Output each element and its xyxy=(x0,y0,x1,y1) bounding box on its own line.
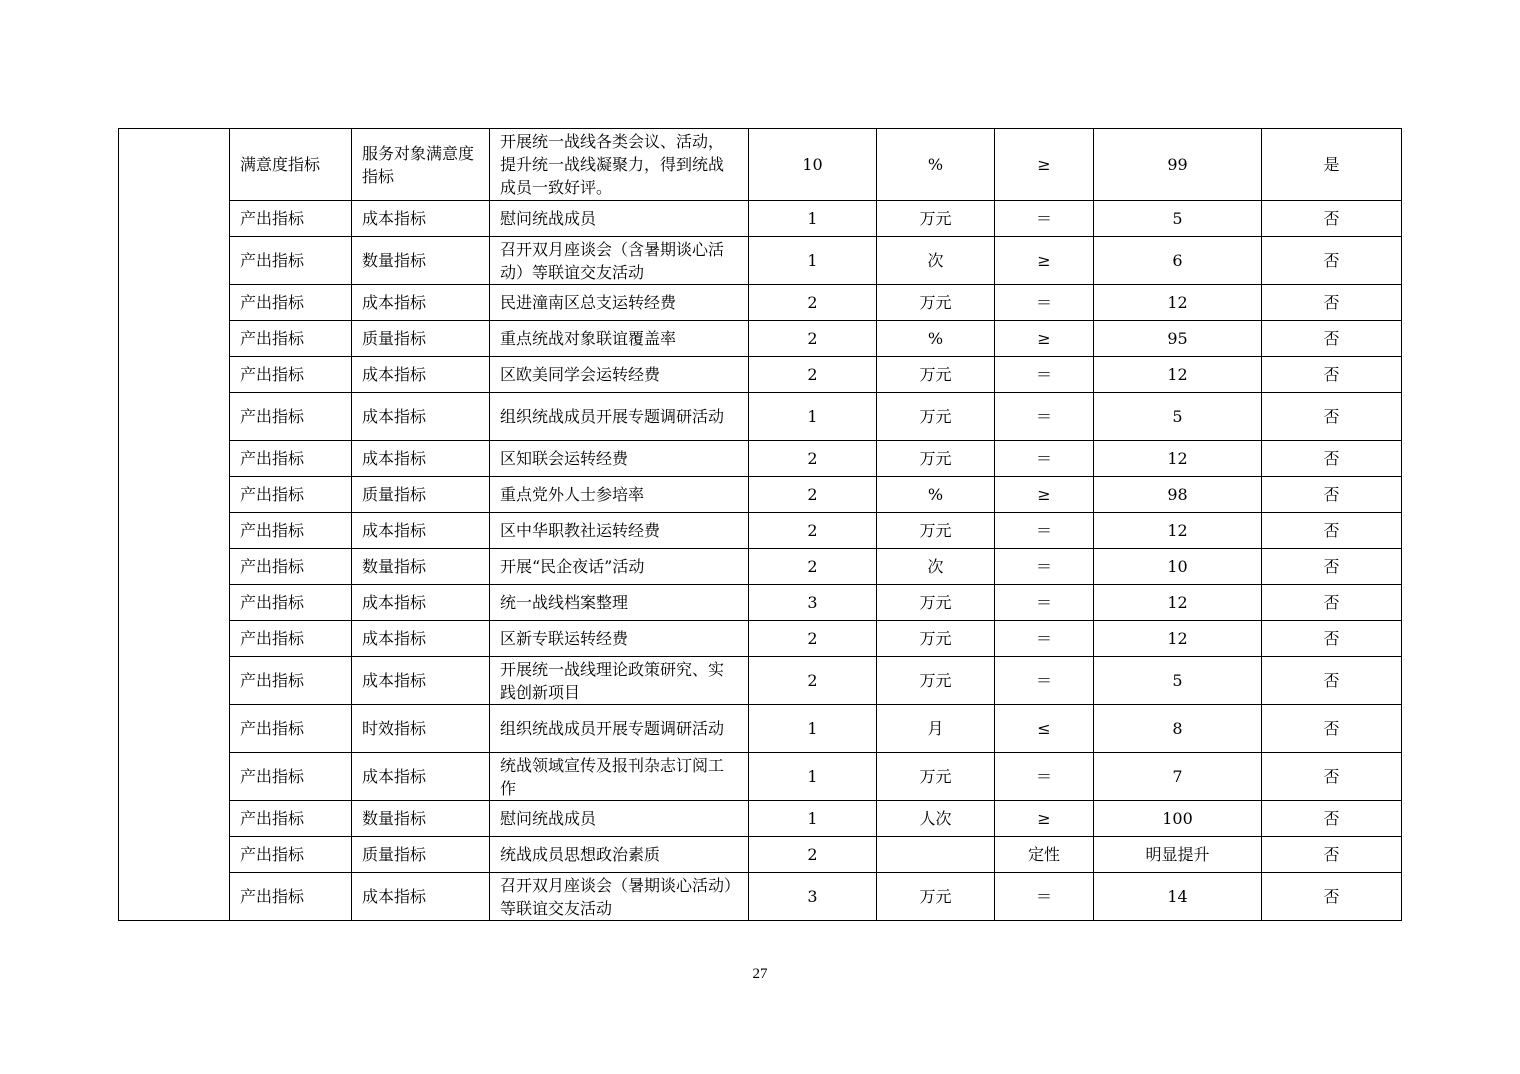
operator-cell: ＝ xyxy=(995,441,1094,477)
category-cell: 产出指标 xyxy=(230,585,352,621)
table-row xyxy=(119,441,1402,477)
weight-cell: 1 xyxy=(749,801,877,837)
target-cell: 6 xyxy=(1094,237,1262,285)
category-cell: 产出指标 xyxy=(230,321,352,357)
target-cell: 7 xyxy=(1094,753,1262,801)
table-row xyxy=(119,285,1402,321)
core-cell: 否 xyxy=(1262,657,1402,705)
operator-cell: ＝ xyxy=(995,357,1094,393)
operator-cell: ≥ xyxy=(995,321,1094,357)
table-row xyxy=(119,585,1402,621)
target-cell: 5 xyxy=(1094,393,1262,441)
operator-cell: ＝ xyxy=(995,549,1094,585)
category-cell: 产出指标 xyxy=(230,705,352,753)
core-cell: 否 xyxy=(1262,549,1402,585)
operator-cell: 定性 xyxy=(995,837,1094,873)
subcategory-cell: 成本指标 xyxy=(352,201,490,237)
content-cell: 统战领域宣传及报刊杂志订阅工作 xyxy=(490,753,749,801)
target-cell: 12 xyxy=(1094,513,1262,549)
subcategory-cell: 质量指标 xyxy=(352,477,490,513)
content-cell: 开展统一战线理论政策研究、实践创新项目 xyxy=(490,657,749,705)
target-cell: 5 xyxy=(1094,201,1262,237)
core-cell: 否 xyxy=(1262,477,1402,513)
weight-cell: 2 xyxy=(749,837,877,873)
category-cell: 产出指标 xyxy=(230,837,352,873)
operator-cell: ＝ xyxy=(995,513,1094,549)
unit-cell: 万元 xyxy=(877,513,995,549)
table-row xyxy=(119,621,1402,657)
unit-cell: 万元 xyxy=(877,441,995,477)
core-cell: 否 xyxy=(1262,237,1402,285)
weight-cell: 2 xyxy=(749,357,877,393)
target-cell: 12 xyxy=(1094,585,1262,621)
subcategory-cell: 成本指标 xyxy=(352,357,490,393)
weight-cell: 10 xyxy=(749,129,877,201)
core-cell: 否 xyxy=(1262,393,1402,441)
target-cell: 12 xyxy=(1094,441,1262,477)
weight-cell: 2 xyxy=(749,549,877,585)
core-cell: 否 xyxy=(1262,441,1402,477)
content-cell: 民进潼南区总支运转经费 xyxy=(490,285,749,321)
weight-cell: 2 xyxy=(749,513,877,549)
target-cell: 12 xyxy=(1094,285,1262,321)
subcategory-cell: 数量指标 xyxy=(352,801,490,837)
merged-blank-cell xyxy=(119,129,230,921)
core-cell: 否 xyxy=(1262,873,1402,921)
target-cell: 98 xyxy=(1094,477,1262,513)
core-cell: 否 xyxy=(1262,585,1402,621)
operator-cell: ＝ xyxy=(995,657,1094,705)
table-row xyxy=(119,237,1402,285)
category-cell: 满意度指标 xyxy=(230,129,352,201)
target-cell: 95 xyxy=(1094,321,1262,357)
weight-cell: 1 xyxy=(749,705,877,753)
subcategory-cell: 成本指标 xyxy=(352,621,490,657)
content-cell: 区新专联运转经费 xyxy=(490,621,749,657)
subcategory-cell: 质量指标 xyxy=(352,837,490,873)
weight-cell: 3 xyxy=(749,585,877,621)
operator-cell: ≥ xyxy=(995,801,1094,837)
content-cell: 区知联会运转经费 xyxy=(490,441,749,477)
operator-cell: ＝ xyxy=(995,621,1094,657)
table-row xyxy=(119,393,1402,441)
operator-cell: ≥ xyxy=(995,129,1094,201)
table-row xyxy=(119,549,1402,585)
unit-cell: 万元 xyxy=(877,357,995,393)
table-row xyxy=(119,129,1402,201)
subcategory-cell: 成本指标 xyxy=(352,657,490,705)
unit-cell: 次 xyxy=(877,237,995,285)
table-row xyxy=(119,357,1402,393)
core-cell: 否 xyxy=(1262,801,1402,837)
unit-cell: 月 xyxy=(877,705,995,753)
unit-cell: 万元 xyxy=(877,585,995,621)
operator-cell: ＝ xyxy=(995,585,1094,621)
subcategory-cell: 时效指标 xyxy=(352,705,490,753)
table-row xyxy=(119,837,1402,873)
table-body xyxy=(119,129,1402,921)
content-cell: 开展统一战线各类会议、活动，提升统一战线凝聚力，得到统战成员一致好评。 xyxy=(490,129,749,201)
table-row xyxy=(119,753,1402,801)
content-cell: 召开双月座谈会（含暑期谈心活动）等联谊交友活动 xyxy=(490,237,749,285)
table-row xyxy=(119,801,1402,837)
table-row xyxy=(119,657,1402,705)
unit-cell: 万元 xyxy=(877,753,995,801)
subcategory-cell: 质量指标 xyxy=(352,321,490,357)
weight-cell: 2 xyxy=(749,441,877,477)
content-cell: 组织统战成员开展专题调研活动 xyxy=(490,705,749,753)
table-row xyxy=(119,477,1402,513)
core-cell: 否 xyxy=(1262,621,1402,657)
category-cell: 产出指标 xyxy=(230,873,352,921)
operator-cell: ＝ xyxy=(995,285,1094,321)
content-cell: 统一战线档案整理 xyxy=(490,585,749,621)
weight-cell: 1 xyxy=(749,201,877,237)
category-cell: 产出指标 xyxy=(230,237,352,285)
operator-cell: ≤ xyxy=(995,705,1094,753)
category-cell: 产出指标 xyxy=(230,441,352,477)
core-cell: 否 xyxy=(1262,201,1402,237)
operator-cell: ＝ xyxy=(995,753,1094,801)
content-cell: 区中华职教社运转经费 xyxy=(490,513,749,549)
table-row xyxy=(119,705,1402,753)
subcategory-cell: 成本指标 xyxy=(352,285,490,321)
weight-cell: 1 xyxy=(749,237,877,285)
weight-cell: 2 xyxy=(749,621,877,657)
operator-cell: ＝ xyxy=(995,873,1094,921)
category-cell: 产出指标 xyxy=(230,801,352,837)
target-cell: 明显提升 xyxy=(1094,837,1262,873)
indicator-table xyxy=(118,128,1402,921)
unit-cell: % xyxy=(877,321,995,357)
core-cell: 否 xyxy=(1262,753,1402,801)
subcategory-cell: 成本指标 xyxy=(352,513,490,549)
core-cell: 否 xyxy=(1262,837,1402,873)
unit-cell xyxy=(877,837,995,873)
unit-cell: % xyxy=(877,129,995,201)
content-cell: 慰问统战成员 xyxy=(490,201,749,237)
content-cell: 组织统战成员开展专题调研活动 xyxy=(490,393,749,441)
category-cell: 产出指标 xyxy=(230,657,352,705)
content-cell: 统战成员思想政治素质 xyxy=(490,837,749,873)
category-cell: 产出指标 xyxy=(230,393,352,441)
weight-cell: 2 xyxy=(749,657,877,705)
content-cell: 召开双月座谈会（暑期谈心活动）等联谊交友活动 xyxy=(490,873,749,921)
unit-cell: 人次 xyxy=(877,801,995,837)
target-cell: 12 xyxy=(1094,357,1262,393)
target-cell: 99 xyxy=(1094,129,1262,201)
subcategory-cell: 数量指标 xyxy=(352,237,490,285)
unit-cell: % xyxy=(877,477,995,513)
category-cell: 产出指标 xyxy=(230,477,352,513)
subcategory-cell: 数量指标 xyxy=(352,549,490,585)
subcategory-cell: 成本指标 xyxy=(352,753,490,801)
unit-cell: 万元 xyxy=(877,201,995,237)
unit-cell: 万元 xyxy=(877,873,995,921)
subcategory-cell: 成本指标 xyxy=(352,393,490,441)
weight-cell: 1 xyxy=(749,393,877,441)
content-cell: 开展“民企夜话”活动 xyxy=(490,549,749,585)
category-cell: 产出指标 xyxy=(230,549,352,585)
table-row xyxy=(119,513,1402,549)
table-row xyxy=(119,873,1402,921)
target-cell: 8 xyxy=(1094,705,1262,753)
core-cell: 否 xyxy=(1262,513,1402,549)
content-cell: 重点统战对象联谊覆盖率 xyxy=(490,321,749,357)
operator-cell: ＝ xyxy=(995,201,1094,237)
unit-cell: 万元 xyxy=(877,621,995,657)
subcategory-cell: 成本指标 xyxy=(352,585,490,621)
unit-cell: 万元 xyxy=(877,657,995,705)
category-cell: 产出指标 xyxy=(230,621,352,657)
category-cell: 产出指标 xyxy=(230,753,352,801)
weight-cell: 2 xyxy=(749,477,877,513)
target-cell: 14 xyxy=(1094,873,1262,921)
weight-cell: 3 xyxy=(749,873,877,921)
core-cell: 否 xyxy=(1262,705,1402,753)
core-cell: 否 xyxy=(1262,285,1402,321)
operator-cell: ≥ xyxy=(995,237,1094,285)
content-cell: 慰问统战成员 xyxy=(490,801,749,837)
category-cell: 产出指标 xyxy=(230,357,352,393)
target-cell: 12 xyxy=(1094,621,1262,657)
unit-cell: 万元 xyxy=(877,285,995,321)
category-cell: 产出指标 xyxy=(230,285,352,321)
operator-cell: ≥ xyxy=(995,477,1094,513)
subcategory-cell: 成本指标 xyxy=(352,873,490,921)
weight-cell: 1 xyxy=(749,753,877,801)
subcategory-cell: 成本指标 xyxy=(352,441,490,477)
table-row xyxy=(119,321,1402,357)
target-cell: 5 xyxy=(1094,657,1262,705)
target-cell: 10 xyxy=(1094,549,1262,585)
weight-cell: 2 xyxy=(749,321,877,357)
unit-cell: 万元 xyxy=(877,393,995,441)
operator-cell: ＝ xyxy=(995,393,1094,441)
core-cell: 否 xyxy=(1262,321,1402,357)
subcategory-cell: 服务对象满意度指标 xyxy=(352,129,490,201)
core-cell: 是 xyxy=(1262,129,1402,201)
content-cell: 区欧美同学会运转经费 xyxy=(490,357,749,393)
category-cell: 产出指标 xyxy=(230,201,352,237)
unit-cell: 次 xyxy=(877,549,995,585)
target-cell: 100 xyxy=(1094,801,1262,837)
table-row xyxy=(119,201,1402,237)
weight-cell: 2 xyxy=(749,285,877,321)
core-cell: 否 xyxy=(1262,357,1402,393)
category-cell: 产出指标 xyxy=(230,513,352,549)
content-cell: 重点党外人士参培率 xyxy=(490,477,749,513)
page-number: 27 xyxy=(752,966,768,982)
